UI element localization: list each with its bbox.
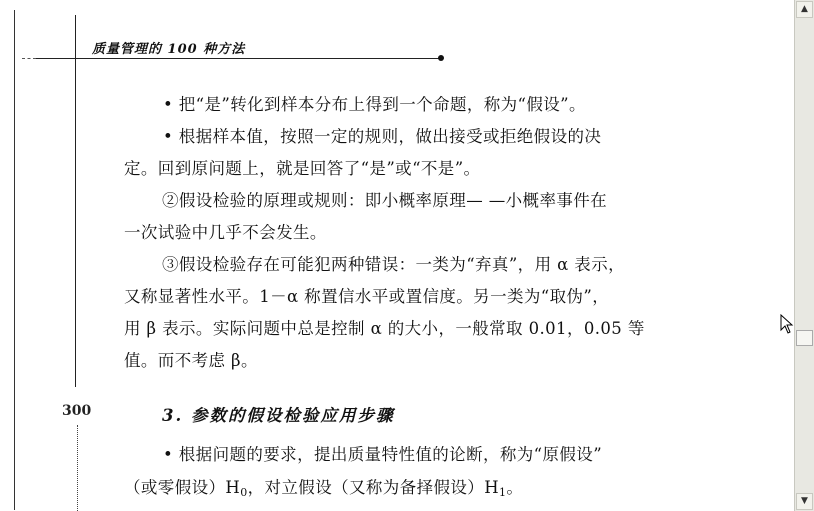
paragraph-line: • 把“是”转化到样本分布上得到一个命题，称为“假设”。: [163, 95, 586, 114]
page-number: 300: [62, 403, 92, 419]
page-spine-dotted-line: [77, 425, 78, 511]
running-header: 质量管理的 100 种方法: [92, 42, 246, 57]
paragraph-line: • 根据样本值，按照一定的规则，做出接受或拒绝假设的决: [163, 127, 602, 146]
page-spine-line: [75, 15, 76, 387]
text-fragment: 。: [506, 478, 524, 497]
paragraph-line: 定。回到原问题上，就是回答了“是”或“不是”。: [124, 159, 481, 178]
scroll-thumb[interactable]: [796, 330, 813, 346]
paragraph-line: • 根据问题的要求，提出质量特性值的论断，称为“原假设”: [163, 445, 603, 464]
paragraph-line: ③假设检验存在可能犯两种错误：一类为“弃真”，用 α 表示，: [162, 255, 626, 274]
paragraph-line: 一次试验中几乎不会发生。: [124, 223, 327, 242]
header-rule: [36, 58, 440, 59]
mouse-pointer-icon: [780, 314, 794, 334]
paragraph-line: 又称显著性水平。1－α 称置信水平或置信度。另一类为“取伪”，: [124, 287, 610, 306]
scroll-down-icon[interactable]: ▼: [796, 493, 813, 510]
paragraph-line: 用 β 表示。实际问题中总是控制 α 的大小，一般常取 0.01，0.05 等: [124, 319, 645, 338]
text-fragment: ，对立假设（又称为备择假设）H: [247, 478, 499, 497]
paragraph-line: 值。而不考虑 β。: [124, 351, 258, 370]
header-rule-dot: [438, 55, 444, 61]
subscript: 0: [240, 486, 248, 499]
header-rule-dash: [22, 58, 36, 59]
section-heading: 3. 参数的假设检验应用步骤: [162, 406, 395, 425]
left-margin-line: [14, 10, 15, 510]
text-fragment: （或零假设）H: [124, 478, 241, 497]
paragraph-line: ②假设检验的原理或规则：即小概率原理— —小概率事件在: [162, 191, 608, 210]
subscript: 1: [499, 486, 507, 499]
paragraph-line: [124, 478, 523, 503]
vertical-scrollbar[interactable]: [794, 0, 814, 511]
scroll-up-icon[interactable]: ▲: [796, 1, 813, 18]
